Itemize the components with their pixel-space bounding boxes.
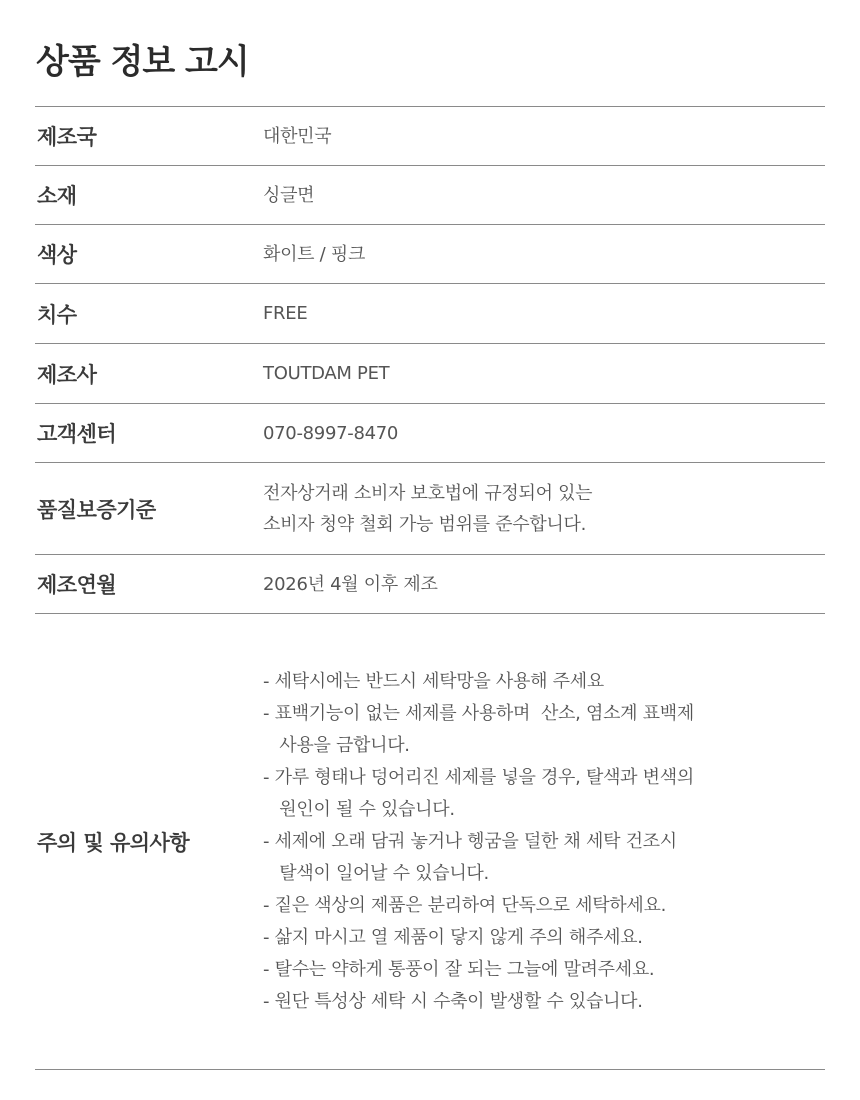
list-item: - 탈수는 약하게 통풍이 잘 되는 그늘에 말려주세요.: [263, 958, 655, 980]
row-value: FREE: [263, 303, 308, 324]
row-material: [35, 166, 825, 225]
row-precautions: [35, 614, 825, 1070]
list-item: - 짙은 색상의 제품은 분리하여 단독으로 세탁하세요.: [263, 894, 666, 916]
row-label: 고객센터: [37, 422, 117, 446]
row-color: [35, 225, 825, 284]
list-item: - 가루 형태나 덩어리진 세제를 넣을 경우, 탈색과 변색의: [263, 766, 694, 788]
row-customer-center: [35, 404, 825, 463]
row-value: 2026년 4월 이후 제조: [263, 573, 438, 595]
row-manufacturer: [35, 344, 825, 404]
row-label: 소재: [37, 184, 77, 208]
row-value: [263, 666, 825, 1018]
list-item: - 표백기능이 없는 세제를 사용하며 산소, 염소계 표백제: [263, 702, 694, 724]
row-value: 070-8997-8470: [263, 422, 399, 444]
row-label: 주의 및 유의사항: [37, 830, 190, 855]
row-label: 품질보증기준: [37, 497, 156, 522]
list-item: 사용을 금합니다.: [263, 734, 410, 756]
row-label: 제조국: [37, 125, 97, 149]
list-item: - 삶지 마시고 열 제품이 닿지 않게 주의 해주세요.: [263, 926, 643, 948]
row-label: 색상: [37, 243, 77, 267]
list-item: - 원단 특성상 세탁 시 수축이 발생할 수 있습니다.: [263, 990, 643, 1012]
row-size: [35, 284, 825, 344]
value-line: 소비자 청약 철회 가능 범위를 준수합니다.: [263, 513, 587, 535]
row-value: 화이트 / 핑크: [263, 243, 366, 265]
product-info-table: [35, 106, 825, 1070]
list-item: - 세탁시에는 반드시 세탁망을 사용해 주세요: [263, 670, 604, 692]
row-value: TOUTDAM PET: [263, 363, 390, 384]
row-label: 치수: [37, 302, 77, 327]
row-value: 대한민국: [263, 125, 332, 147]
row-label: 제조사: [37, 362, 97, 387]
row-country: [35, 107, 825, 166]
row-value: 싱글면: [263, 184, 315, 206]
row-manufacture-date: [35, 555, 825, 614]
row-label: 제조연월: [37, 573, 117, 597]
row-value: [263, 478, 825, 540]
precautions-list: [263, 666, 825, 1018]
list-item: 원인이 될 수 있습니다.: [263, 798, 455, 820]
list-item: 탈색이 일어날 수 있습니다.: [263, 862, 489, 884]
list-item: - 세제에 오래 담궈 놓거나 헹굼을 덜한 채 세탁 건조시: [263, 830, 677, 852]
value-line: 전자상거래 소비자 보호법에 규정되어 있는: [263, 482, 593, 504]
row-quality-standard: [35, 463, 825, 555]
page-title: 상품 정보 고시: [36, 42, 249, 82]
